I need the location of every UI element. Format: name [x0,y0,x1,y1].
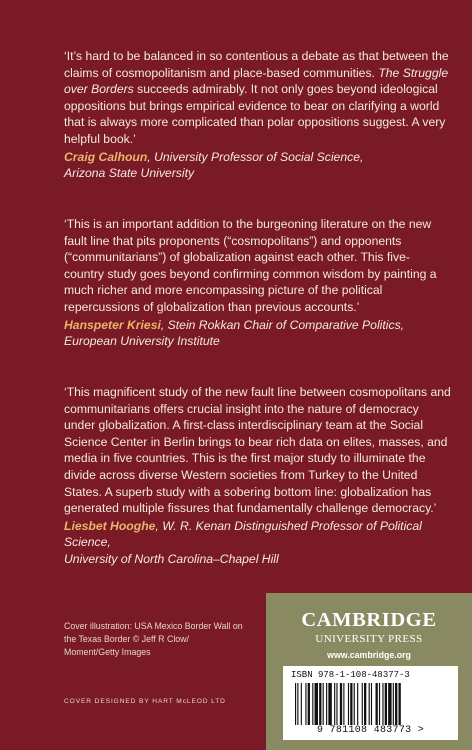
quote-text: ‘This magnificent study of the new fault line between cosmopolitans and communitarians offers crucial insight into the nature of democracy under globalization. A first-class interdisciplinary team at the Social Science Center in Berlin brings to bear rich data on elites, masses, and media in five countries. This is the first major study to illuminate the divide across diverse Western societies from Turkey to the United States. A superb study with a sobering bottom line: globalization has generated multiple fissures that fundamentally challenge democracy.’ [64,385,451,516]
reviewer-name: Craig Calhoun [64,149,148,164]
cover-illustration-credit: Cover illustration: USA Mexico Border Wall on the Texas Border © Jeff R Clow/ Moment/Getty Images [64,621,243,657]
quote-hooghe [64,384,452,568]
barcode-icon [295,683,446,725]
quote-kriesi [64,216,452,350]
quote-text: ‘It’s hard to be balanced in so contentious a debate as that between the claims of cosmopolitanism and place-based communities. The Struggle over Borders succeeds admirably. It not only goes beyond ideological oppositions but brings empirical evidence to bear on clarifying a world that is always more complicated than polar oppositions suggest. A very helpful book.’ [64,49,449,146]
reviewer-institution: Arizona State University [64,166,195,181]
reviewer-institution: European University Institute [64,334,220,349]
publisher-subtitle: UNIVERSITY PRESS [315,633,423,645]
reviewer-role: , University Professor of Social Science, [147,149,364,164]
book-title: The Struggle over Borders [64,65,449,97]
isbn-text: ISBN 978-1-108-48377-3 [291,670,410,680]
ean-digits: 9 781108 483773 > [316,725,425,736]
reviewer-role: , Stein Rokkan Chair of Comparative Politics, [160,317,405,332]
publisher-url: www.cambridge.org [327,650,411,660]
quote-calhoun [64,48,452,182]
reviewer-name: Liesbet Hooghe [64,518,156,533]
reviewer-role: , W. R. Kenan Distinguished Professor of Political Science, [64,518,422,550]
publisher-box [266,593,472,750]
reviewer-name: Hanspeter Kriesi [64,317,161,332]
attribution [64,317,452,350]
reviewer-institution: University of North Carolina–Chapel Hill [64,551,279,566]
attribution [64,518,452,568]
quote-text: ‘This is an important addition to the burgeoning literature on the new fault line that pits proponents (“cosmopolitans”) and opponents (“communitarians”) of globalization against each other. This five- country study goes beyond confirming common wisdom by painting a much richer and more encompassing picture of the political repercussions of globalization than previous accounts.’ [64,217,437,314]
publisher-logo: CAMBRIDGE [301,609,437,631]
attribution [64,149,452,182]
cover-designer-credit: COVER DESIGNED BY HART McLEOD LTD [64,698,226,705]
barcode [283,666,458,740]
